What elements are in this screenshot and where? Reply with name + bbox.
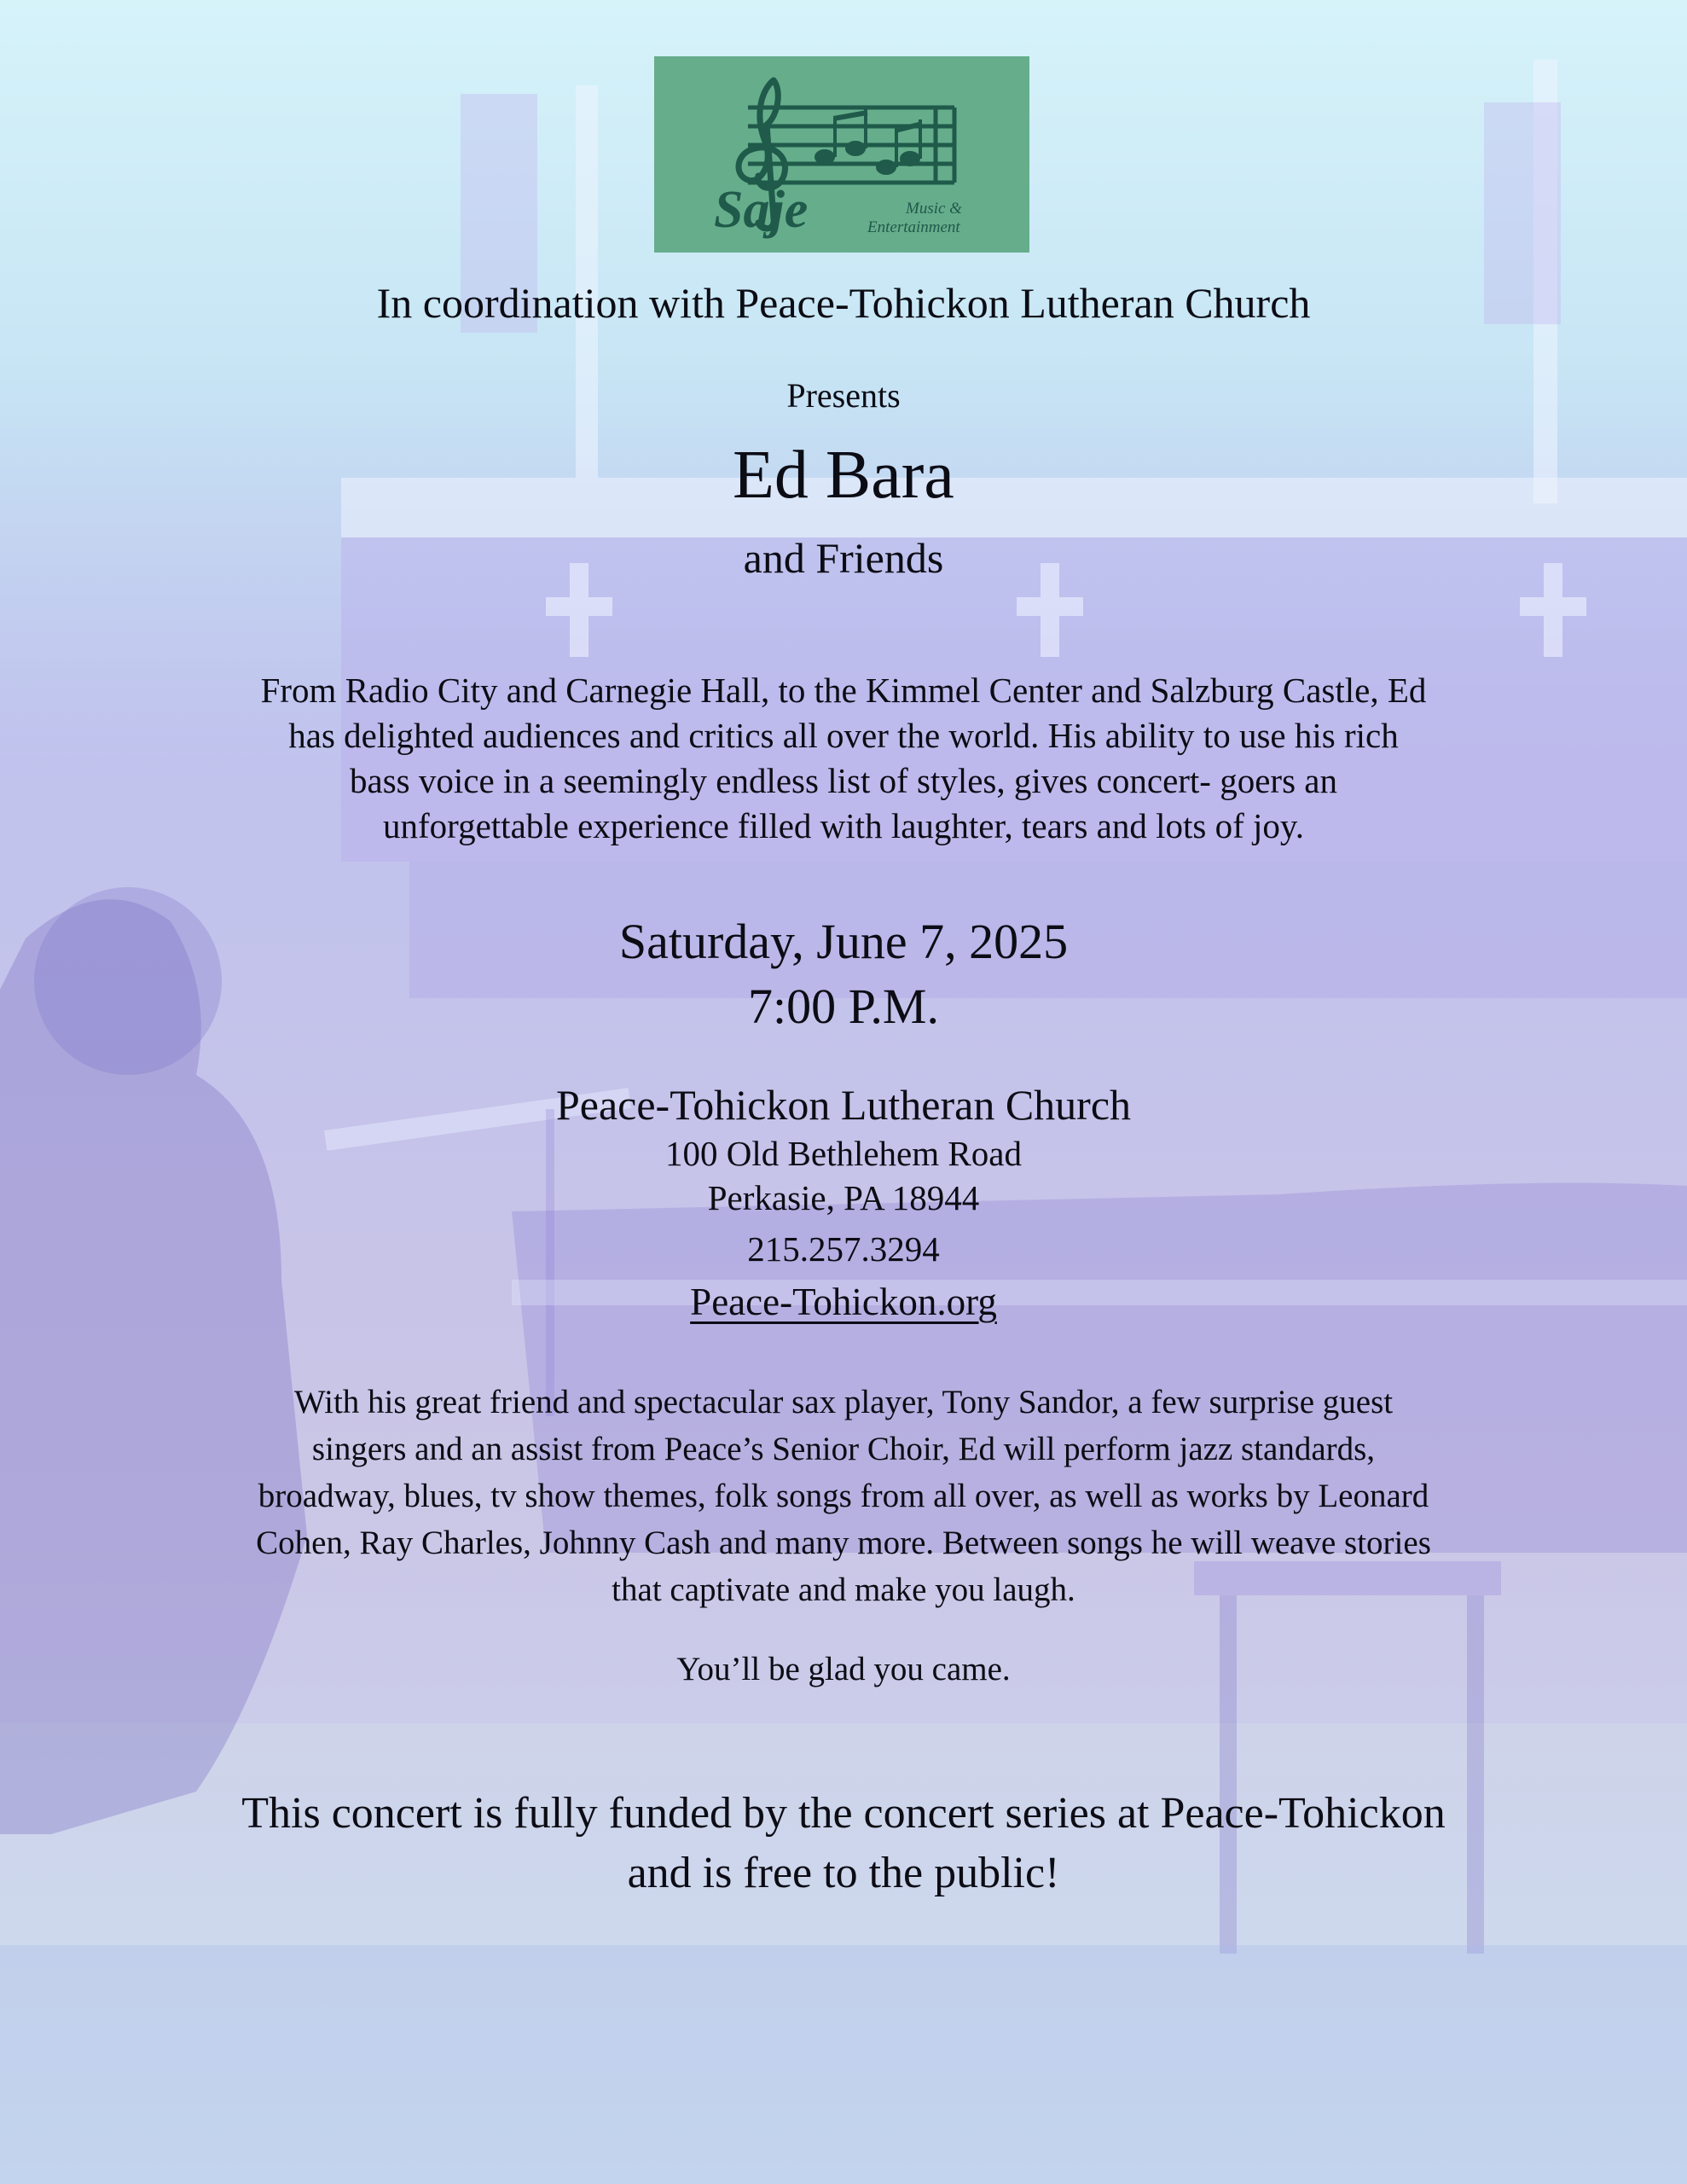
intro-line: From Radio City and Carnegie Hall, to the Kimmel Center and Salzburg Castle, Ed xyxy=(260,671,1427,710)
coordination-text: In coordination with Peace-Tohickon Lutheran Church xyxy=(376,279,1311,327)
logo-subtitle-line1: Music & xyxy=(906,200,962,218)
venue-street: 100 Old Bethlehem Road xyxy=(665,1134,1022,1173)
intro-line: unforgettable experience filled with laughter, tears and lots of joy. xyxy=(383,806,1304,845)
and-friends-text: and Friends xyxy=(743,534,944,582)
details-line: singers and an assist from Peace’s Senior Choir, Ed will perform jazz standards, xyxy=(311,1431,1376,1467)
details-line: broadway, blues, tv show themes, folk songs from all over, as well as works by Leonard xyxy=(258,1478,1429,1514)
details-paragraph xyxy=(136,1379,1551,1613)
details-line: Cohen, Ray Charles, Johnny Cash and many more. Between songs he will weave stories xyxy=(256,1525,1431,1561)
details-line: that captivate and make you laugh. xyxy=(612,1571,1075,1608)
venue-name: Peace-Tohickon Lutheran Church xyxy=(555,1081,1132,1129)
venue-city: Perkasie, PA 18944 xyxy=(707,1178,980,1217)
venue-phone: 215.257.3294 xyxy=(747,1229,940,1269)
event-date: Saturday, June 7, 2025 xyxy=(618,914,1069,969)
logo-brand: Saje xyxy=(714,181,809,239)
details-line: With his great friend and spectacular sax player, Tony Sandor, a few surprise guest xyxy=(293,1384,1394,1420)
venue-website-link[interactable]: Peace-Tohickon.org xyxy=(690,1281,997,1323)
venue-website-row xyxy=(0,1280,1687,1324)
intro-line: bass voice in a seemingly endless list of styles, gives concert- goers an xyxy=(350,761,1337,800)
treble-clef-music-staff-icon xyxy=(654,56,1029,253)
saje-logo xyxy=(654,56,1029,253)
closing-text: You’ll be glad you came. xyxy=(676,1651,1011,1687)
intro-paragraph xyxy=(136,668,1551,849)
performer-name: Ed Bara xyxy=(733,438,954,513)
funding-line-1: This concert is fully funded by the concert series at Peace-Tohickon xyxy=(241,1789,1446,1838)
event-time: 7:00 P.M. xyxy=(747,979,939,1034)
intro-line: has delighted audiences and critics all over the world. His ability to use his rich xyxy=(288,716,1399,755)
funding-line-2: and is free to the public! xyxy=(627,1849,1060,1897)
logo-subtitle-line2: Entertainment xyxy=(867,218,960,236)
presents-text: Presents xyxy=(786,376,901,415)
